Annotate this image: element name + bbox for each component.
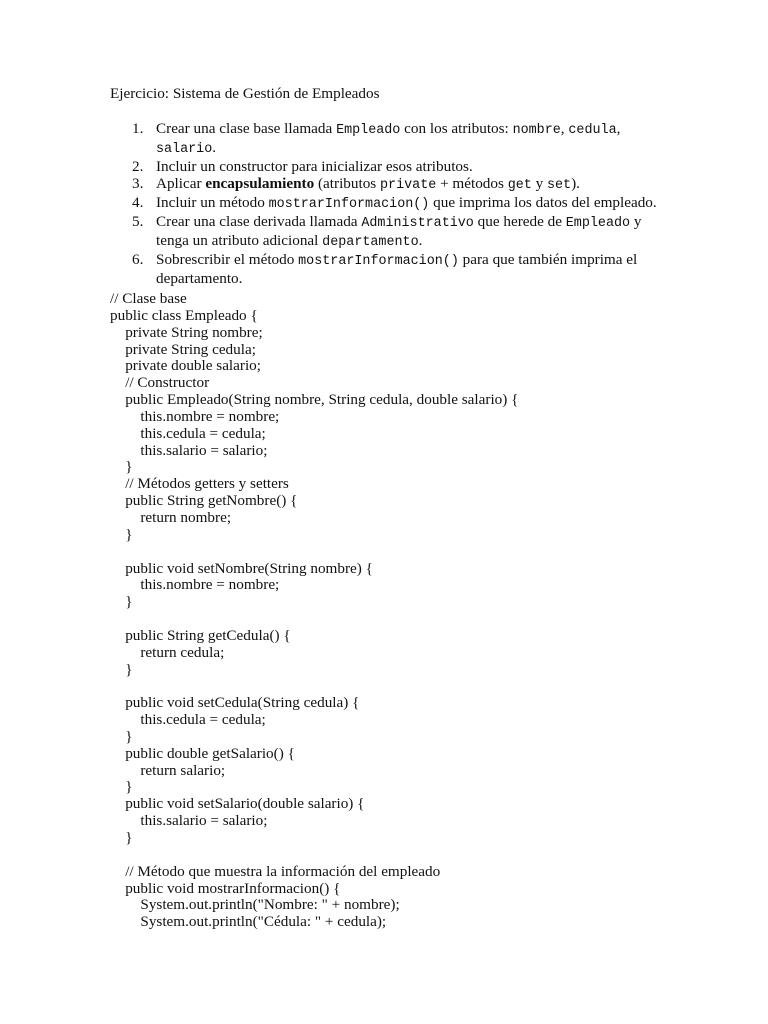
code-line: System.out.println("Nombre: " + nombre); <box>110 896 400 914</box>
list-item-text: Aplicar <box>156 175 206 192</box>
code-line: public void setSalario(double salario) { <box>110 795 365 813</box>
exercise-list <box>110 120 670 287</box>
inline-code: Empleado <box>565 216 631 231</box>
list-item-text: , <box>616 120 621 137</box>
code-line: return cedula; <box>110 643 225 661</box>
code-line <box>110 678 710 695</box>
list-item-text: ). <box>571 175 580 192</box>
list-item-number: 6. <box>132 251 144 268</box>
code-line: this.cedula = cedula; <box>110 424 266 442</box>
list-item-text: con los atributos: <box>400 120 513 137</box>
list-item-text: que herede de <box>473 213 566 230</box>
code-line: } <box>110 727 133 745</box>
list-item <box>110 213 670 251</box>
code-line: public void setCedula(String cedula) { <box>110 694 360 712</box>
code-listing <box>110 291 710 931</box>
inline-code: departamento <box>322 235 419 250</box>
code-line <box>110 847 710 864</box>
code-line: this.cedula = cedula; <box>110 711 266 729</box>
list-item-text: Incluir un método <box>156 194 269 211</box>
code-line: } <box>110 829 133 846</box>
code-line: public String getNombre() { <box>110 492 298 510</box>
list-item-text: (atributos <box>314 175 381 192</box>
list-item-text: para que también imprima el departamento. <box>156 251 638 287</box>
code-line: // Métodos getters y setters <box>110 475 289 493</box>
code-line <box>110 544 710 561</box>
list-item-number: 5. <box>132 213 144 230</box>
code-line: public class Empleado { <box>110 306 258 324</box>
code-line: } <box>110 458 133 476</box>
code-line: public String getCedula() { <box>110 626 291 644</box>
code-line: } <box>110 593 133 611</box>
list-item-text: . <box>418 232 423 249</box>
code-line: // Clase base <box>110 290 187 307</box>
code-line: private double salario; <box>110 357 261 375</box>
list-item-number: 4. <box>132 194 144 211</box>
code-line: System.out.println("Cédula: " + cedula); <box>110 913 387 931</box>
code-line: } <box>110 778 133 796</box>
list-item-number: 2. <box>132 158 144 175</box>
code-line <box>110 611 710 628</box>
code-line: this.nombre = nombre; <box>110 576 280 594</box>
inline-code: set <box>546 178 572 193</box>
document-title: Ejercicio: Sistema de Gestión de Empleados <box>110 85 380 102</box>
list-item-text: y tenga un atributo adicional <box>156 213 642 249</box>
code-line: public void setNombre(String nombre) { <box>110 559 373 577</box>
inline-code: cedula <box>568 123 617 138</box>
list-item-text: y <box>531 175 547 192</box>
code-line: public double getSalario() { <box>110 744 295 762</box>
list-item-number: 1. <box>132 120 144 137</box>
inline-code: private <box>380 178 437 193</box>
code-line: } <box>110 660 133 678</box>
list-item <box>110 251 670 287</box>
list-item-text: + métodos <box>436 175 508 192</box>
code-line: public void mostrarInformacion() { <box>110 879 341 897</box>
list-item-text: . <box>212 139 217 156</box>
list-item <box>110 194 670 213</box>
list-item <box>110 175 670 194</box>
list-item <box>110 120 670 158</box>
code-line: this.nombre = nombre; <box>110 407 280 425</box>
list-item-text: Crear una clase base llamada <box>156 120 337 137</box>
code-line: public Empleado(String nombre, String cedula, double salario) { <box>110 391 519 409</box>
code-line: private String nombre; <box>110 323 263 341</box>
code-line: this.salario = salario; <box>110 441 268 459</box>
list-item-text: Crear una clase derivada llamada <box>156 213 362 230</box>
inline-code: mostrarInformacion() <box>298 254 459 269</box>
list-item-text: que imprima los datos del empleado. <box>429 194 657 211</box>
list-item-number: 3. <box>132 175 144 192</box>
inline-code: Administrativo <box>361 216 474 231</box>
code-line: // Método que muestra la información del empleado <box>110 862 441 880</box>
code-line: private String cedula; <box>110 340 256 358</box>
list-item-text: Incluir un constructor para inicializar esos atributos. <box>156 158 473 175</box>
inline-code: salario <box>156 142 213 157</box>
inline-code: Empleado <box>336 123 401 138</box>
code-line: this.salario = salario; <box>110 812 268 830</box>
code-line: } <box>110 525 133 543</box>
list-item <box>110 158 670 175</box>
list-item-text: Sobrescribir el método <box>156 251 299 268</box>
code-line: // Constructor <box>110 374 210 392</box>
code-line: return nombre; <box>110 508 232 526</box>
inline-code: nombre <box>512 123 561 138</box>
code-line: return salario; <box>110 761 226 779</box>
inline-code: get <box>507 178 532 193</box>
inline-code: mostrarInformacion() <box>268 197 430 212</box>
bold-text: encapsulamiento <box>205 175 315 192</box>
list-item-text: , <box>560 120 569 137</box>
